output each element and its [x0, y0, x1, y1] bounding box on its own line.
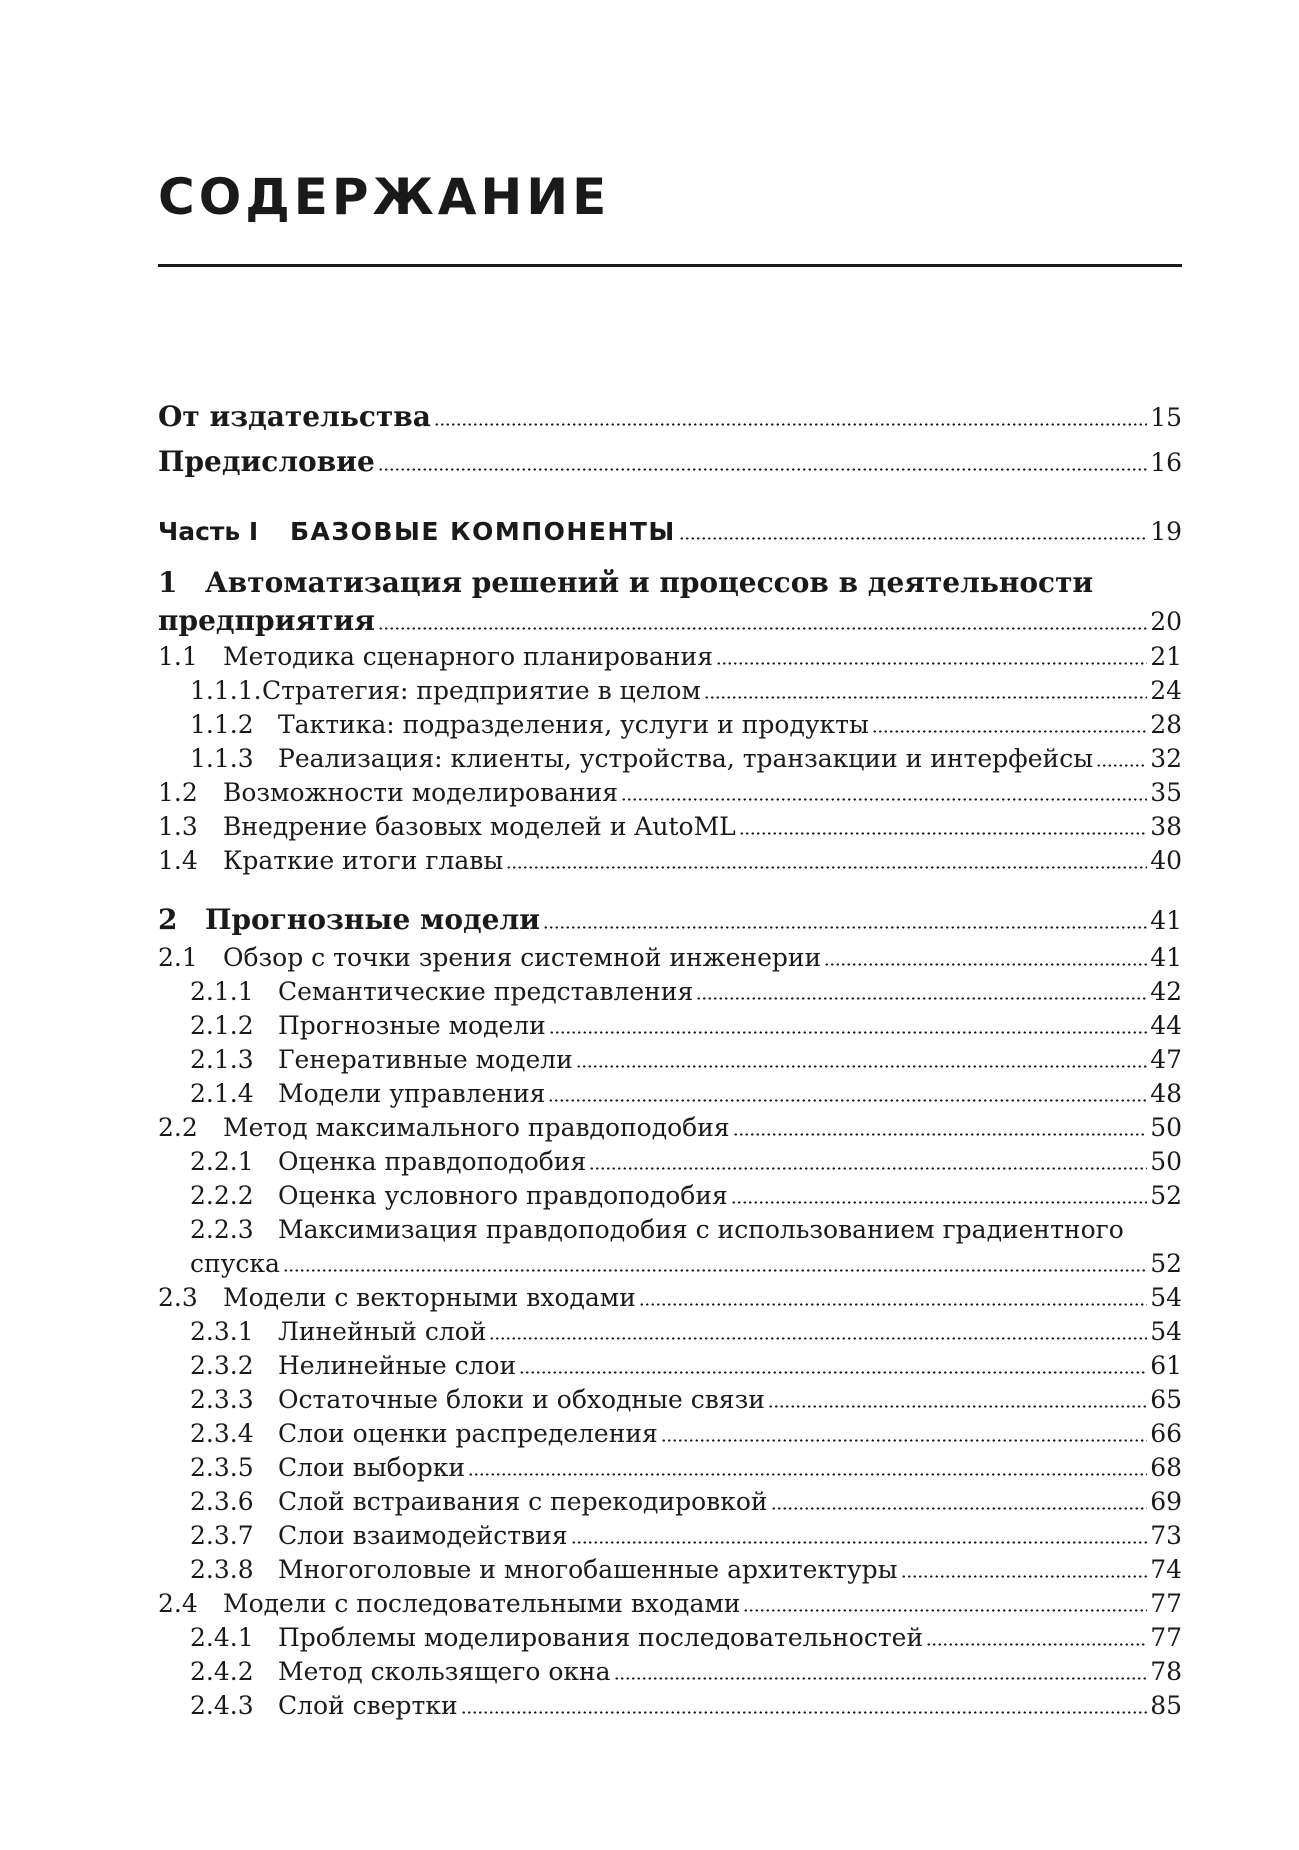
section-number: 1.1.1.	[190, 676, 262, 705]
section-number: 2.4.1	[190, 1623, 254, 1652]
section-number: 2.3.6	[190, 1487, 254, 1516]
section-number: 2.1.4	[190, 1079, 254, 1108]
section-title: Оценка правдоподобия	[278, 1147, 587, 1176]
toc-page-number: 66	[1150, 1419, 1182, 1448]
section-title-cont: спуска	[190, 1249, 280, 1278]
section-title: Стратегия: предприятие в целом	[262, 676, 701, 705]
toc-page-number: 44	[1150, 1011, 1182, 1040]
section-title: Внедрение базовых моделей и AutoML	[223, 812, 736, 841]
table-of-contents	[158, 395, 1182, 1723]
toc-entry-front-1[interactable]	[158, 395, 1182, 440]
section-title: Семантические представления	[278, 977, 694, 1006]
toc-page-number: 77	[1150, 1623, 1182, 1652]
section-title: Методика сценарного планирования	[223, 642, 713, 671]
section-number: 1.1	[158, 642, 198, 671]
leader-dots	[733, 1133, 1148, 1136]
toc-entry[interactable]	[158, 1009, 1182, 1043]
toc-page-number: 16	[1150, 448, 1182, 477]
section-number: 2.1	[158, 943, 198, 972]
leader-dots	[639, 1303, 1147, 1306]
toc-entry[interactable]	[158, 1587, 1182, 1621]
leader-dots	[543, 926, 1147, 929]
toc-entry[interactable]	[158, 1519, 1182, 1553]
chapter-title: Автоматизация решений и процессов в деятельности	[205, 566, 1094, 599]
section-number: 1.1.3	[190, 744, 254, 773]
section-title: Максимизация правдоподобия с использованием градиентного	[278, 1215, 1124, 1244]
toc-page-number: 68	[1150, 1453, 1182, 1482]
toc-page-number: 24	[1150, 676, 1182, 705]
toc-page-number: 28	[1150, 710, 1182, 739]
section-title: Слой свертки	[278, 1691, 458, 1720]
toc-page-number: 69	[1150, 1487, 1182, 1516]
toc-title: От издательства	[158, 400, 431, 433]
toc-entry[interactable]	[158, 1553, 1182, 1587]
toc-page-number: 32	[1150, 744, 1182, 773]
leader-dots	[576, 1065, 1147, 1068]
toc-entry[interactable]	[158, 1349, 1182, 1383]
toc-page-number: 54	[1150, 1317, 1182, 1346]
toc-page-number: 41	[1150, 943, 1182, 972]
section-title: Слои выборки	[278, 1453, 466, 1482]
leader-dots	[731, 1201, 1147, 1204]
section-number: 2.3.2	[190, 1351, 254, 1380]
leader-dots	[679, 537, 1147, 540]
section-number: 2.4.3	[190, 1691, 254, 1720]
leader-dots	[468, 1473, 1147, 1476]
section-title: Тактика: подразделения, услуги и продукты	[278, 710, 869, 739]
toc-page-number: 35	[1150, 778, 1182, 807]
chapter-number: 2	[158, 903, 178, 936]
leader-dots	[872, 730, 1147, 733]
toc-page-number: 85	[1150, 1691, 1182, 1720]
toc-chapter-2[interactable]	[158, 900, 1182, 941]
toc-entry[interactable]	[158, 1655, 1182, 1689]
leader-dots	[743, 1609, 1147, 1612]
section-number: 1.1.2	[190, 710, 254, 739]
toc-page-number: 21	[1150, 642, 1182, 671]
chapter-title: Прогнозные модели	[205, 903, 541, 936]
toc-page-number: 41	[1150, 906, 1182, 935]
section-title: Метод максимального правдоподобия	[223, 1113, 730, 1142]
section-title: Модели с векторными входами	[223, 1283, 636, 1312]
section-title: Краткие итоги главы	[223, 846, 504, 875]
toc-page-number: 54	[1150, 1283, 1182, 1312]
leader-dots	[716, 662, 1147, 665]
section-number: 2.2.1	[190, 1147, 254, 1176]
toc-entry[interactable]	[158, 1281, 1182, 1315]
leader-dots	[614, 1677, 1148, 1680]
toc-entry-front-2[interactable]	[158, 440, 1182, 485]
toc-entry[interactable]	[158, 1383, 1182, 1417]
chapter-number: 1	[158, 566, 178, 599]
spacer	[158, 878, 1182, 900]
toc-page-number: 15	[1150, 403, 1182, 432]
leader-dots	[901, 1575, 1148, 1578]
section-number: 1.2	[158, 778, 198, 807]
chapter-title-continuation[interactable]	[158, 603, 1182, 640]
section-title: Генеративные модели	[278, 1045, 573, 1074]
toc-entry[interactable]	[158, 674, 1182, 708]
toc-page-number: 78	[1150, 1657, 1182, 1686]
section-title: Модели с последовательными входами	[223, 1589, 741, 1618]
toc-page-number: 52	[1150, 1249, 1182, 1278]
section-number: 2.3.1	[190, 1317, 254, 1346]
toc-entry[interactable]	[158, 1043, 1182, 1077]
toc-entry-wrapped[interactable]	[158, 1213, 1182, 1281]
leader-dots	[739, 832, 1147, 835]
toc-entry[interactable]	[158, 810, 1182, 844]
toc-page-number: 77	[1150, 1589, 1182, 1618]
toc-page-number: 52	[1150, 1181, 1182, 1210]
toc-page-number: 42	[1150, 977, 1182, 1006]
section-title: Нелинейные слои	[278, 1351, 517, 1380]
toc-page-number: 74	[1150, 1555, 1182, 1584]
section-number: 2.3.5	[190, 1453, 254, 1482]
toc-entry[interactable]	[158, 1077, 1182, 1111]
part-number: Часть I	[158, 517, 259, 546]
toc-chapter-1	[158, 563, 1182, 640]
section-number: 2.2.2	[190, 1181, 254, 1210]
leader-dots	[548, 1099, 1147, 1102]
toc-entry[interactable]	[158, 1145, 1182, 1179]
toc-entry[interactable]	[158, 941, 1182, 975]
leader-dots	[661, 1439, 1147, 1442]
leader-dots	[489, 1337, 1147, 1340]
toc-page-number: 50	[1150, 1147, 1182, 1176]
wrapped-continuation	[190, 1247, 1182, 1281]
leader-dots	[283, 1269, 1147, 1272]
section-title: Возможности моделирования	[223, 778, 619, 807]
leader-dots	[378, 468, 1147, 471]
section-title: Остаточные блоки и обходные связи	[278, 1385, 765, 1414]
section-number: 2.3.8	[190, 1555, 254, 1584]
heading-rule	[158, 264, 1182, 267]
section-title: Слой встраивания с перекодировкой	[278, 1487, 768, 1516]
leader-dots	[589, 1167, 1147, 1170]
toc-entry[interactable]	[158, 708, 1182, 742]
toc-page-number: 40	[1150, 846, 1182, 875]
toc-page-number: 47	[1150, 1045, 1182, 1074]
chapter-title-cont: предприятия	[158, 604, 375, 637]
toc-entry-part-1[interactable]	[158, 515, 1182, 549]
leader-dots	[506, 866, 1147, 869]
leader-dots	[1096, 764, 1147, 767]
section-number: 2.1.3	[190, 1045, 254, 1074]
section-number: 2.1.1	[190, 977, 254, 1006]
toc-entry[interactable]	[158, 640, 1182, 674]
section-title: Оценка условного правдоподобия	[278, 1181, 728, 1210]
leader-dots	[771, 1507, 1148, 1510]
leader-dots	[621, 798, 1147, 801]
section-title: Реализация: клиенты, устройства, транзакции и интерфейсы	[278, 744, 1094, 773]
toc-entry[interactable]	[158, 742, 1182, 776]
toc-entry[interactable]	[158, 1417, 1182, 1451]
toc-title: Предисловие	[158, 445, 375, 478]
leader-dots	[519, 1371, 1147, 1374]
toc-page-number: 65	[1150, 1385, 1182, 1414]
section-title: Прогнозные модели	[278, 1011, 546, 1040]
section-number: 1.3	[158, 812, 198, 841]
toc-entry[interactable]	[158, 1315, 1182, 1349]
toc-page-number: 73	[1150, 1521, 1182, 1550]
leader-dots	[434, 423, 1147, 426]
section-title: Многоголовые и многобашенные архитектуры	[278, 1555, 898, 1584]
toc-page-number: 48	[1150, 1079, 1182, 1108]
leader-dots	[696, 997, 1147, 1000]
part-title: БАЗОВЫЕ КОМПОНЕНТЫ	[290, 517, 676, 546]
toc-entry[interactable]	[158, 1179, 1182, 1213]
section-number: 2.3	[158, 1283, 198, 1312]
toc-entry[interactable]	[158, 776, 1182, 810]
toc-entry[interactable]	[158, 1621, 1182, 1655]
section-number: 2.2	[158, 1113, 198, 1142]
section-title: Слои оценки распределения	[278, 1419, 658, 1448]
section-title: Слои взаимодействия	[278, 1521, 568, 1550]
wrapped-first-line	[190, 1213, 1182, 1247]
section-title: Метод скользящего окна	[278, 1657, 611, 1686]
section-title: Линейный слой	[278, 1317, 487, 1346]
toc-entry[interactable]	[158, 1689, 1182, 1723]
toc-page-number: 50	[1150, 1113, 1182, 1142]
leader-dots	[824, 963, 1147, 966]
toc-page-number: 20	[1150, 607, 1182, 636]
section-number: 2.3.4	[190, 1419, 254, 1448]
leader-dots	[571, 1541, 1148, 1544]
leader-dots	[768, 1405, 1147, 1408]
section-title: Обзор с точки зрения системной инженерии	[223, 943, 822, 972]
toc-entry[interactable]	[158, 1485, 1182, 1519]
chapter-title-line[interactable]	[158, 563, 1182, 603]
toc-page-number: 61	[1150, 1351, 1182, 1380]
toc-page-number: 19	[1150, 517, 1182, 546]
section-number: 2.2.3	[190, 1215, 254, 1244]
toc-entry[interactable]	[158, 1451, 1182, 1485]
section-number: 1.4	[158, 846, 198, 875]
toc-entry[interactable]	[158, 1111, 1182, 1145]
toc-entry[interactable]	[158, 844, 1182, 878]
leader-dots	[378, 627, 1147, 630]
leader-dots	[549, 1031, 1147, 1034]
leader-dots	[461, 1711, 1148, 1714]
toc-entry[interactable]	[158, 975, 1182, 1009]
section-number: 2.4	[158, 1589, 198, 1618]
section-title: Проблемы моделирования последовательностей	[278, 1623, 924, 1652]
section-number: 2.3.7	[190, 1521, 254, 1550]
toc-page-number: 38	[1150, 812, 1182, 841]
leader-dots	[926, 1643, 1147, 1646]
page-heading: СОДЕРЖАНИЕ	[158, 168, 611, 226]
leader-dots	[704, 696, 1147, 699]
section-number: 2.1.2	[190, 1011, 254, 1040]
section-title: Модели управления	[278, 1079, 546, 1108]
section-number: 2.4.2	[190, 1657, 254, 1686]
section-number: 2.3.3	[190, 1385, 254, 1414]
